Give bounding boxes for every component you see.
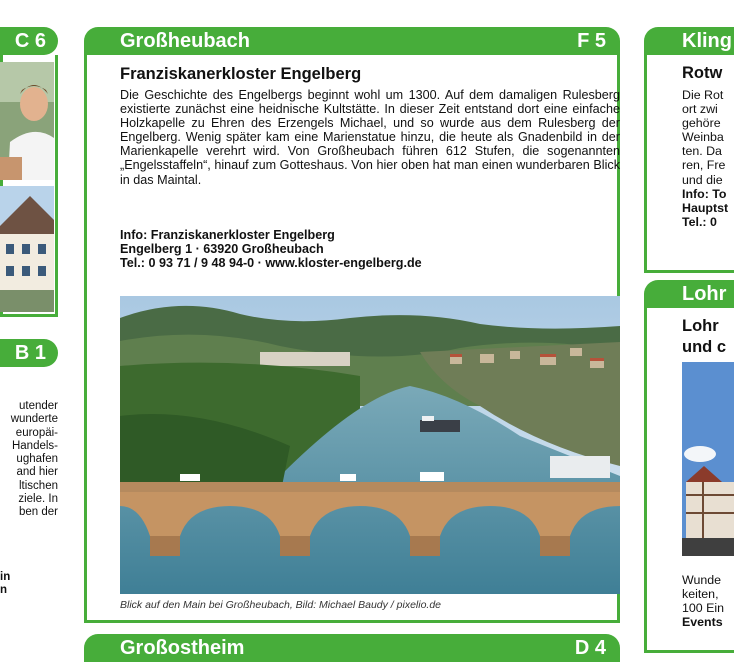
- left-text-line: utender: [18, 400, 58, 412]
- right-body: [682, 88, 728, 229]
- river-bridge-image: [120, 296, 620, 594]
- right-info-line: Info: To: [682, 186, 727, 201]
- right-body-line: Die Rot: [682, 88, 724, 102]
- left-bold-line: n: [0, 583, 8, 596]
- right-body-line: Weinba: [682, 130, 724, 145]
- right-body-line: gehöre: [682, 116, 721, 131]
- right-info-line: Hauptst: [682, 200, 729, 215]
- main-river-photo: [120, 296, 620, 594]
- left-top-grid-ref: C 6: [14, 30, 46, 52]
- left-text-line: ziele. In: [18, 493, 58, 506]
- left-text-line: europäi-: [15, 426, 58, 439]
- article-info: [120, 228, 422, 270]
- right-section-bar: [644, 27, 734, 55]
- section-bar-next: [84, 634, 620, 662]
- left-text-line: wunderte: [10, 413, 58, 426]
- next-section-title: Großostheim: [120, 637, 245, 659]
- left-mid-grid-ref: B 1: [14, 342, 46, 364]
- right-info-line: Tel.: 0: [682, 214, 717, 229]
- right-town-image: [682, 362, 734, 556]
- right-section2-bar: [644, 280, 734, 308]
- right-bottom-text: [682, 573, 724, 629]
- left-bold-line: in: [0, 571, 11, 583]
- left-portrait-image: [0, 62, 54, 180]
- right-town-photo: [682, 362, 734, 556]
- left-top-section-bar: [0, 27, 58, 55]
- left-text-line: ben der: [18, 506, 58, 519]
- left-partial-bold: [0, 571, 10, 596]
- right-bottom-line: 100 Ein: [682, 601, 725, 615]
- right-body-line: ort zwi: [682, 102, 718, 117]
- grid-ref: F 5: [577, 30, 606, 52]
- next-grid-ref: D 4: [574, 637, 606, 659]
- right-body-line: ten. Da: [682, 144, 722, 159]
- info-contact: Tel.: 0 93 71 / 9 48 94-0 · www.kloster-engelberg.de: [120, 256, 422, 271]
- right-body-line: und die: [682, 172, 723, 187]
- right-body-line: ren, Fre: [682, 158, 726, 173]
- left-partial-text: [11, 400, 58, 520]
- info-label: Info: Franziskanerkloster Engelberg: [120, 228, 335, 242]
- right-article2-line: Lohr: [682, 317, 719, 335]
- right-article2-title: [682, 316, 726, 358]
- left-house-image: [0, 186, 54, 312]
- right-article2-line: und c: [682, 338, 726, 356]
- right-bottom-bold: Events: [682, 615, 723, 629]
- info-address: Engelberg 1 · 63920 Großheubach: [120, 242, 324, 257]
- left-house-photo: [0, 186, 54, 312]
- section-title: Großheubach: [120, 30, 251, 52]
- right-article-title: Rotw: [682, 64, 723, 82]
- photo-caption: Blick auf den Main bei Großheubach, Bild: Michael Baudy / pixelio.de: [120, 599, 442, 611]
- section-bar-grossheubach: [84, 27, 620, 55]
- left-text-line: and hier: [16, 466, 58, 479]
- article-body: Die Geschichte des Engelbergs beginnt wohl um 1300. Auf dem damaligen Rulesberg existierte zunächst eine heidnische Kultstätte. In dieser Zeit entstand dort eine einfache Holzkapelle zu Ehren des Erzengels Michael, und so wurde aus dem Rulesberg der Engelberg. Wenig später kam eine Marienstatue hinzu, die heute als Gnadenbild in der Marienkapelle verehrt wird. Von Großheubach führen 612 Stufen, die sogenannten „Engelsstaffeln“, hinauf zum Gotteshaus. Von hier oben hat man einen wunderbaren Blick in das Maintal.: [120, 88, 620, 187]
- right-bottom-line: Wunde: [682, 573, 722, 587]
- right-bottom-line: keiten,: [682, 587, 719, 601]
- left-text-line: Handels-: [11, 439, 58, 452]
- left-text-line: ughafen: [16, 453, 58, 466]
- right-section2-title: Lohr: [682, 283, 727, 305]
- left-mid-section-bar: [0, 339, 58, 367]
- left-portrait-photo: [0, 62, 54, 180]
- right-section-title: Kling: [682, 30, 732, 52]
- left-text-line: ltischen: [19, 479, 58, 492]
- article-title: Franziskanerkloster Engelberg: [120, 65, 362, 83]
